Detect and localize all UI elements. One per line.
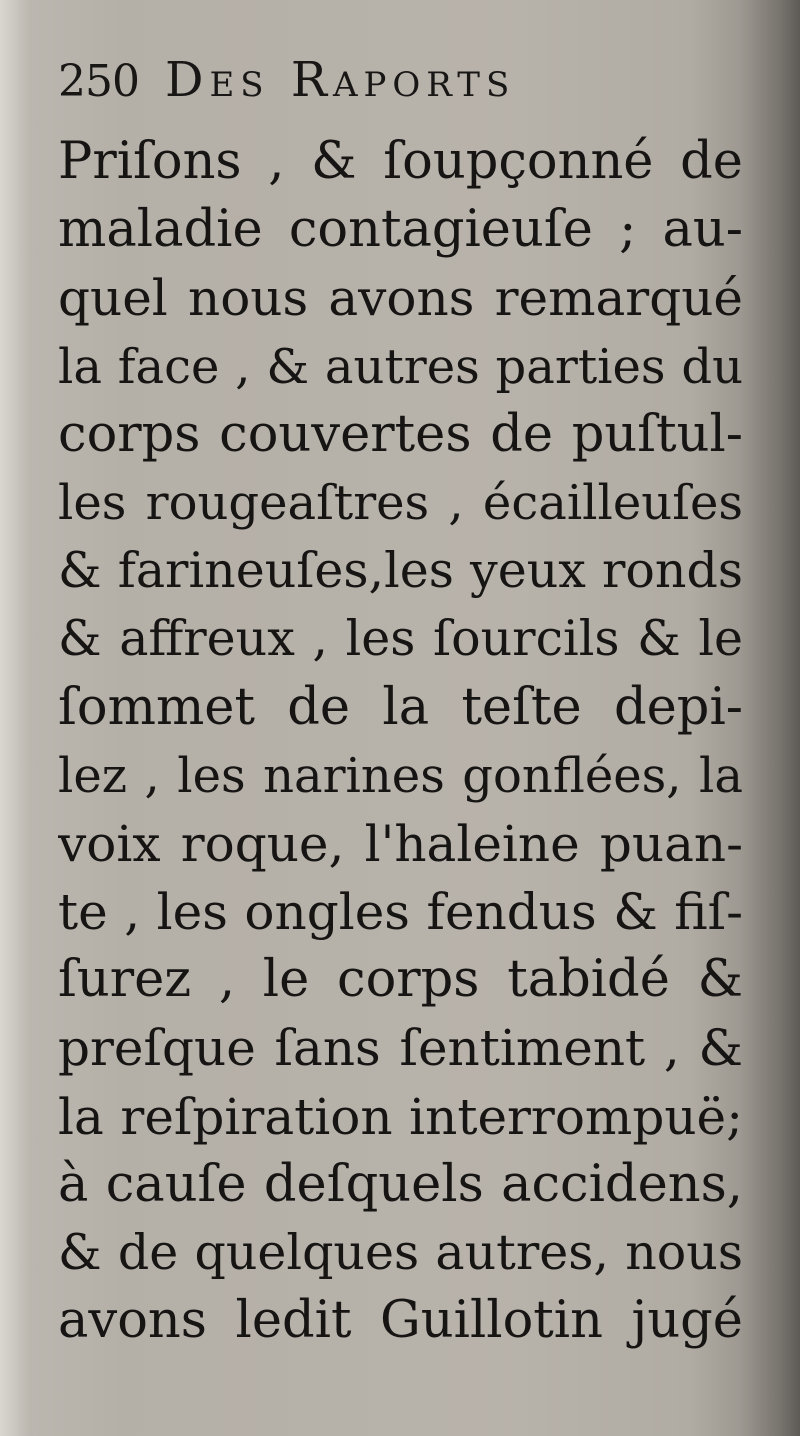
text-line: à cauſe deſquels accidens,	[58, 1154, 743, 1214]
text-line: quel nous avons remarqué	[58, 269, 743, 328]
text-line: te , les ongles fendus & fiſ-	[58, 883, 743, 942]
text-line: voix roque, l'haleine puan-	[58, 814, 743, 873]
running-title: Des Raports	[164, 52, 516, 108]
text-line: lez , les narines gonflées, la	[58, 747, 743, 804]
text-line: Priſons , & ſoupçonné de	[58, 132, 743, 191]
text-line: & affreux , les ſourcils & le	[58, 610, 743, 668]
text-line: preſque ſans ſentiment , &	[58, 1019, 743, 1078]
text-line: la face , & autres parties du	[58, 338, 743, 395]
text-line: ſommet de la teſte depi-	[58, 677, 743, 737]
text-line: maladie contagieuſe ; au-	[58, 200, 743, 260]
text-line: & de quelques autres, nous	[58, 1224, 743, 1281]
text-line: ſurez , le corps tabidé &	[58, 950, 743, 1010]
text-line: avons ledit Guillotin jugé	[58, 1291, 743, 1351]
text-line: les rougeaſtres , écailleuſes	[58, 474, 743, 531]
text-line: corps couvertes de puſtul-	[58, 404, 743, 464]
text-line: la reſpiration interrompuë;	[58, 1087, 743, 1146]
page-number: 250	[58, 56, 139, 107]
text-line: & farineuſes,les yeux ronds	[58, 542, 743, 600]
page-header	[58, 52, 758, 124]
body-text	[58, 128, 743, 1355]
